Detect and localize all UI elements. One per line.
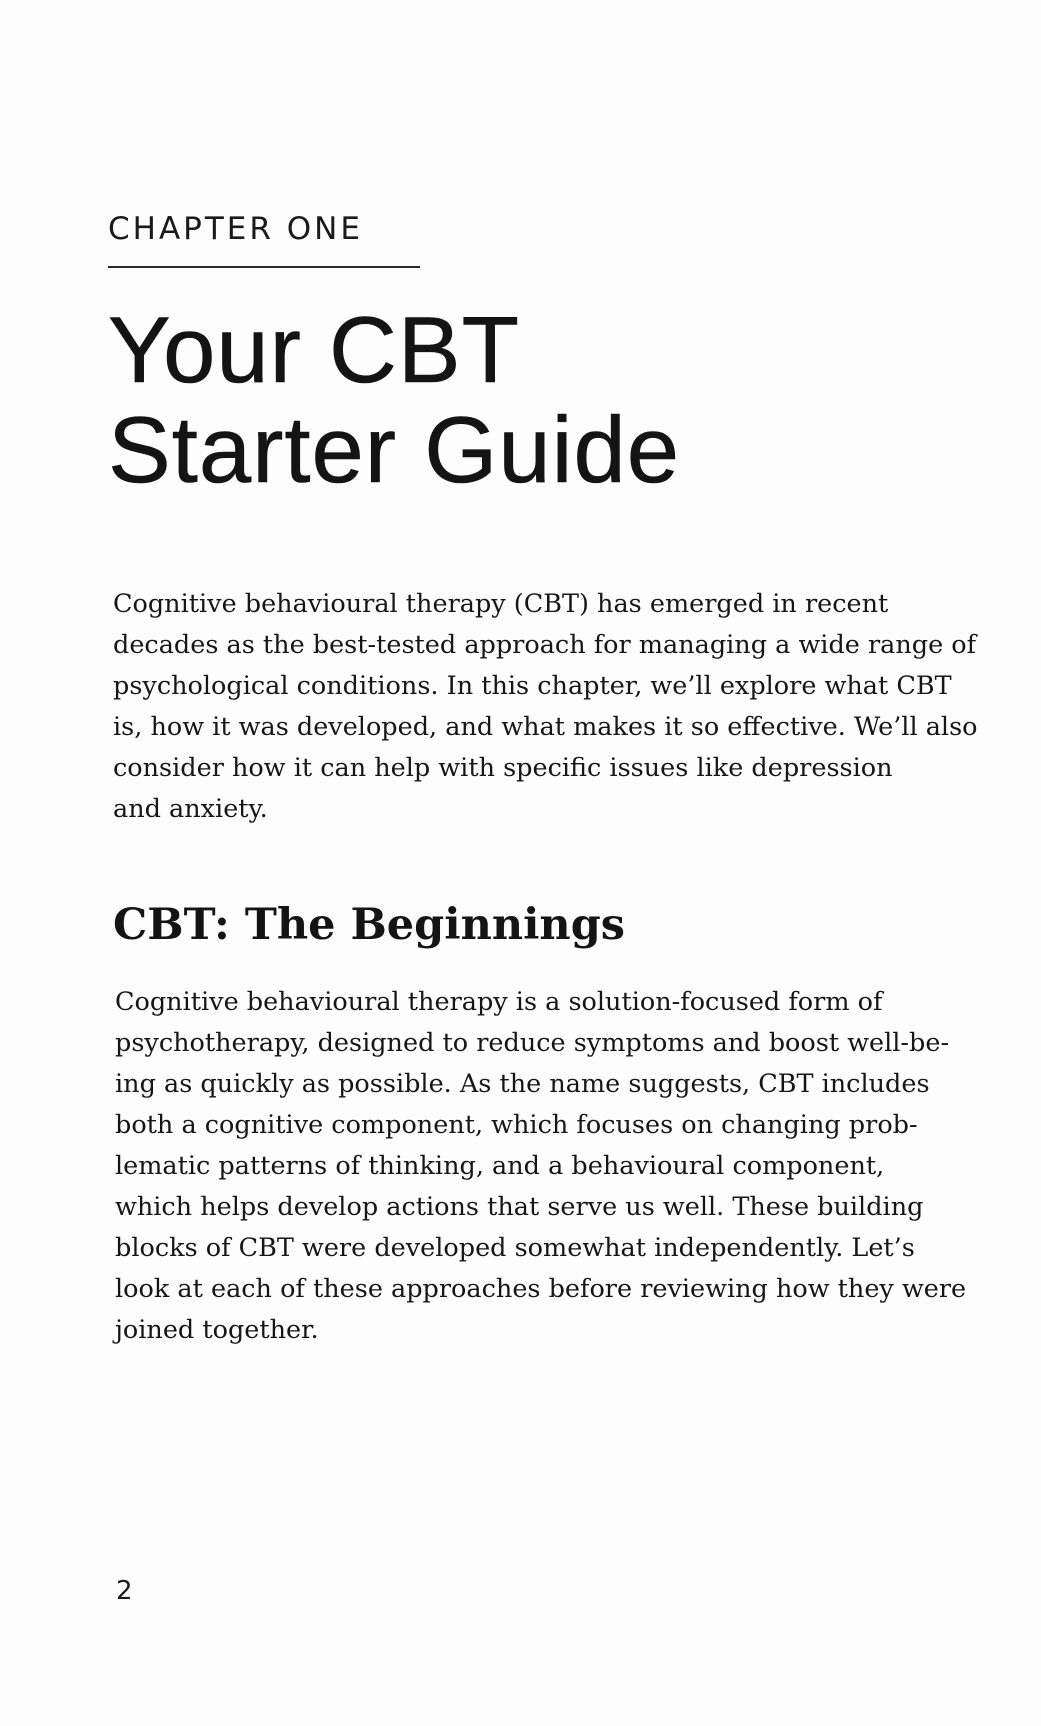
intro-line: decades as the best-tested approach for managing a wide range of (113, 630, 977, 660)
intro-line: Cognitive behavioural therapy (CBT) has emerged in recent (113, 589, 889, 619)
body-line: ing as quickly as possible. As the name suggests, CBT includes (115, 1069, 930, 1099)
page-number: 2 (116, 1576, 133, 1606)
body-line: psychotherapy, designed to reduce symptoms and boost well-be- (115, 1028, 950, 1058)
body-line: lematic patterns of thinking, and a behavioural component, (115, 1151, 885, 1181)
body-line: both a cognitive component, which focuses on changing prob- (115, 1110, 918, 1140)
body-line: which helps develop actions that serve us well. These building (115, 1192, 924, 1222)
chapter-title (108, 297, 681, 502)
body-line: look at each of these approaches before reviewing how they were (115, 1274, 967, 1304)
chapter-title-line: Your CBT (108, 297, 521, 402)
chapter-label: CHAPTER ONE (108, 211, 363, 247)
body-line: blocks of CBT were developed somewhat independently. Let’s (115, 1233, 915, 1263)
body-line: joined together. (115, 1315, 319, 1345)
body-paragraph (115, 982, 975, 1351)
intro-line: consider how it can help with specific issues like depression (113, 753, 893, 783)
chapter-title-line: Starter Guide (108, 397, 681, 502)
intro-paragraph (113, 584, 978, 830)
intro-line: psychological conditions. In this chapter, we’ll explore what CBT (113, 671, 952, 701)
intro-line: and anxiety. (113, 794, 268, 824)
chapter-rule (108, 266, 420, 268)
section-heading: CBT: The Beginnings (113, 900, 625, 950)
body-line: Cognitive behavioural therapy is a solution-focused form of (115, 987, 883, 1017)
intro-line: is, how it was developed, and what makes it so effective. We’ll also (113, 712, 978, 742)
